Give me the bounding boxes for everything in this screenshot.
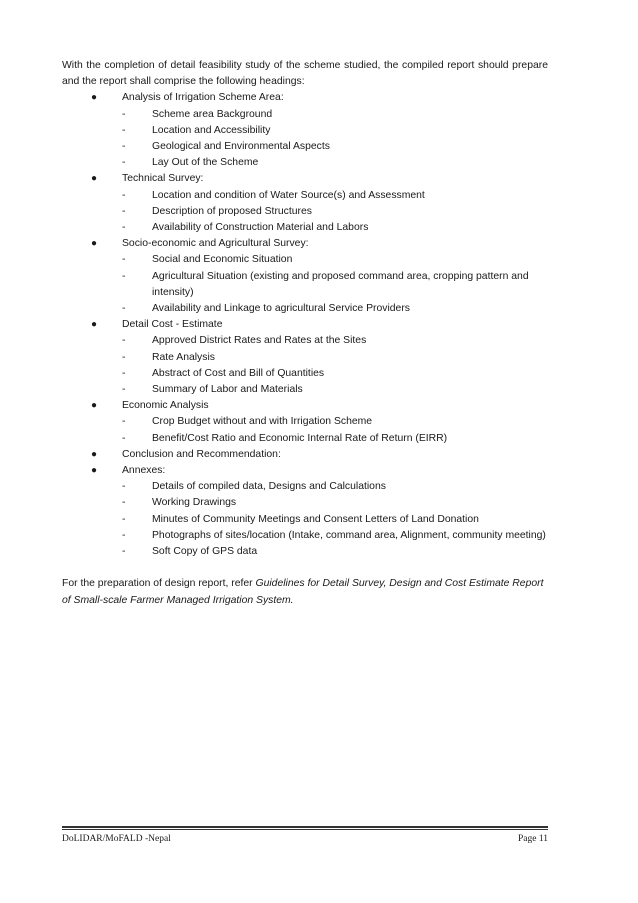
subitem: [122, 528, 548, 544]
bullet-icon: ●: [91, 448, 98, 460]
subitem-list: [122, 479, 548, 560]
dash-marker: -: [122, 367, 126, 379]
subitem-text: Details of compiled data, Designs and Calculations: [152, 481, 386, 493]
subitem: [122, 366, 548, 382]
section-item: [62, 90, 548, 171]
subitem-text: Approved District Rates and Rates at the Sites: [152, 335, 367, 347]
dash-marker: -: [122, 432, 126, 444]
subitem-text: Agricultural Situation (existing and proposed command area, cropping pattern and intensity): [152, 270, 529, 298]
subitem-list: [122, 188, 548, 237]
section-title: Detail Cost - Estimate: [122, 319, 223, 331]
subitem: [122, 431, 548, 447]
subitem: [122, 333, 548, 349]
subitem: [122, 512, 548, 528]
dash-marker: -: [122, 351, 126, 363]
bullet-icon: ●: [91, 400, 98, 412]
subitem-text: Crop Budget without and with Irrigation Scheme: [152, 416, 373, 428]
dash-marker: -: [122, 189, 126, 201]
page-content: [62, 58, 548, 609]
dash-marker: -: [122, 141, 126, 153]
subitem-text: Soft Copy of GPS data: [152, 546, 258, 558]
section-title: Economic Analysis: [122, 400, 209, 412]
bullet-icon: ●: [91, 238, 98, 250]
closing-paragraph: [62, 576, 548, 608]
bullet-icon: ●: [91, 92, 98, 104]
subitem-text: Benefit/Cost Ratio and Economic Internal Rate of Return (EIRR): [152, 432, 448, 444]
subitem-text: Location and Accessibility: [152, 124, 271, 136]
bullet-icon: ●: [91, 173, 98, 185]
subitem: [122, 414, 548, 430]
subitem-text: Location and condition of Water Source(s) and Assessment: [152, 189, 425, 201]
footer-rule-thin: [62, 829, 548, 830]
subitem-text: Social and Economic Situation: [152, 254, 293, 266]
subitem-text: Availability and Linkage to agricultural Service Providers: [152, 303, 410, 315]
closing-prefix: For the preparation of design report, refer: [62, 578, 256, 590]
subitem-list: [122, 333, 548, 398]
footer-page-number: Page 11: [518, 834, 548, 844]
dash-marker: -: [122, 124, 126, 136]
section-title: Conclusion and Recommendation:: [122, 448, 281, 460]
section-title: Technical Survey:: [122, 173, 204, 185]
subitem: [122, 123, 548, 139]
subitem-text: Scheme area Background: [152, 108, 273, 120]
subitem: [122, 107, 548, 123]
subitem: [122, 544, 548, 560]
page-footer: [62, 826, 548, 844]
guideline-reference: Guidelines for Detail Survey, Design and Cost Estimate Report of Small-scale Farmer Managed Irrigation System.: [62, 578, 544, 606]
section-item: [62, 447, 548, 463]
report-headings-list: [62, 90, 548, 560]
subitem: [122, 220, 548, 236]
subitem: [122, 479, 548, 495]
subitem-text: Geological and Environmental Aspects: [152, 141, 330, 153]
section-title: Annexes:: [122, 465, 166, 477]
bullet-icon: ●: [91, 465, 98, 477]
subitem-text: Summary of Labor and Materials: [152, 384, 303, 396]
dash-marker: -: [122, 335, 126, 347]
dash-marker: -: [122, 513, 126, 525]
subitem-text: Abstract of Cost and Bill of Quantities: [152, 367, 325, 379]
intro-paragraph: With the completion of detail feasibility study of the scheme studied, the compiled report should prepare and the report shall comprise the following headings:: [62, 60, 548, 88]
section-title: Socio-economic and Agricultural Survey:: [122, 238, 309, 250]
dash-marker: -: [122, 384, 126, 396]
subitem: [122, 252, 548, 268]
subitem-text: Lay Out of the Scheme: [152, 157, 259, 169]
dash-marker: -: [122, 546, 126, 558]
subitem: [122, 350, 548, 366]
subitem-text: Working Drawings: [152, 497, 237, 509]
subitem-text: Minutes of Community Meetings and Consent Letters of Land Donation: [152, 513, 479, 525]
subitem: [122, 495, 548, 511]
dash-marker: -: [122, 303, 126, 315]
section-item: [62, 398, 548, 447]
section-item: [62, 171, 548, 236]
section-item: [62, 463, 548, 560]
dash-marker: -: [122, 157, 126, 169]
bullet-icon: ●: [91, 319, 98, 331]
subitem-text: Availability of Construction Material and Labors: [152, 222, 369, 234]
subitem: [122, 155, 548, 171]
dash-marker: -: [122, 497, 126, 509]
footer-rule-thick: [62, 826, 548, 828]
subitem: [122, 301, 548, 317]
subitem: [122, 139, 548, 155]
section-item: [62, 317, 548, 398]
dash-marker: -: [122, 481, 126, 493]
subitem-list: [122, 252, 548, 317]
subitem-list: [122, 107, 548, 172]
subitem-text: Rate Analysis: [152, 351, 215, 363]
dash-marker: -: [122, 270, 126, 282]
dash-marker: -: [122, 254, 126, 266]
dash-marker: -: [122, 416, 126, 428]
subitem-text: Description of proposed Structures: [152, 205, 312, 217]
dash-marker: -: [122, 108, 126, 120]
dash-marker: -: [122, 529, 126, 541]
dash-marker: -: [122, 205, 126, 217]
section-title: Analysis of Irrigation Scheme Area:: [122, 92, 284, 104]
subitem: [122, 188, 548, 204]
footer-organization: DoLIDAR/MoFALD -Nepal: [62, 834, 171, 844]
subitem: [122, 382, 548, 398]
subitem: [122, 269, 548, 301]
subitem-text: Photographs of sites/location (Intake, command area, Alignment, community meeting): [152, 529, 546, 541]
dash-marker: -: [122, 222, 126, 234]
subitem: [122, 204, 548, 220]
section-item: [62, 236, 548, 317]
subitem-list: [122, 414, 548, 446]
